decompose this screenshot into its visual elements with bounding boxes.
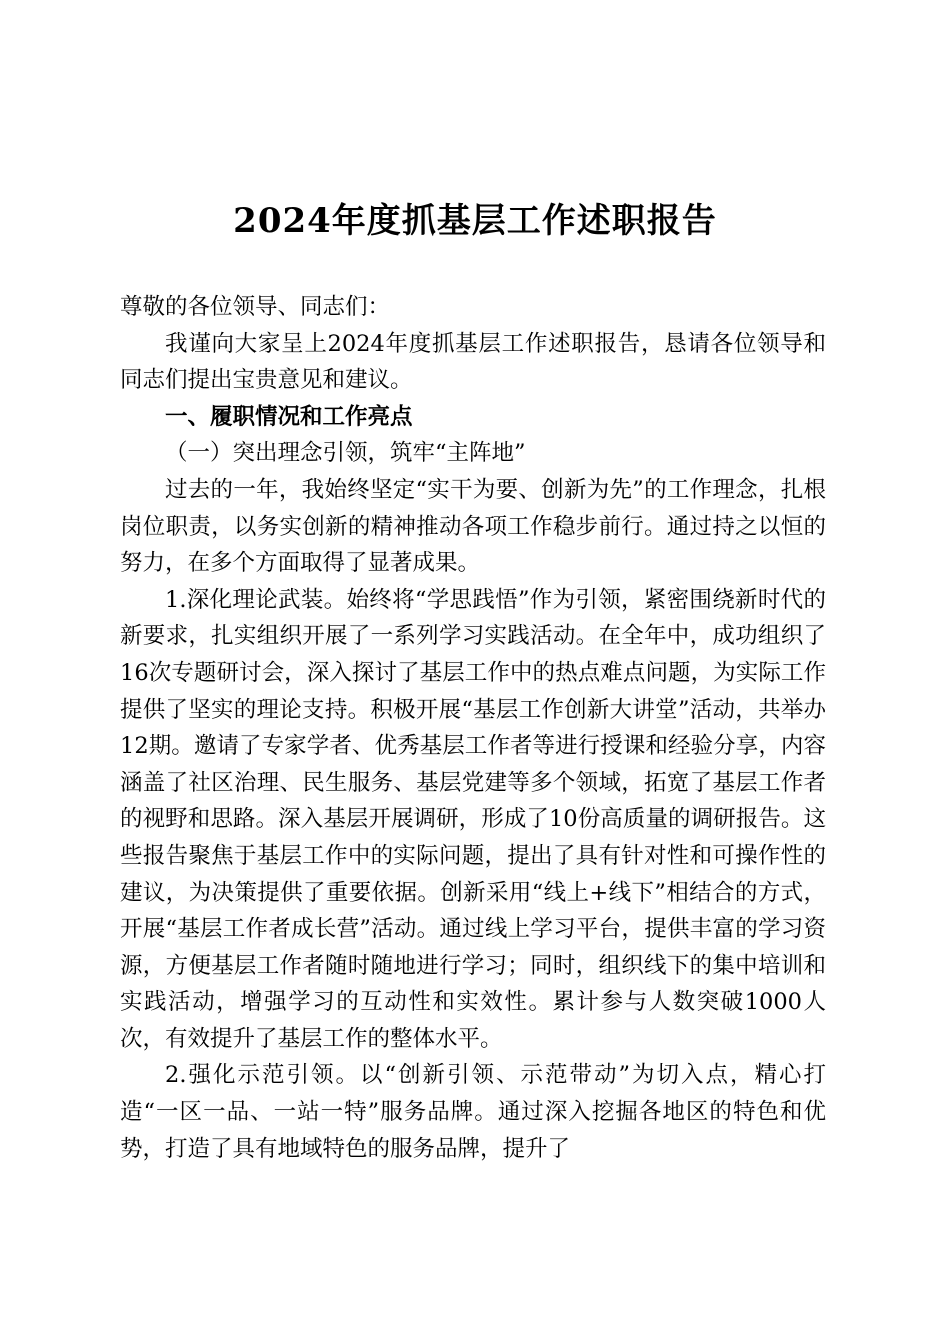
- body-paragraph: 1.深化理论武装。始终将“学思践悟”作为引领，紧密围绕新时代的新要求，扎实组织开展了一系列学习实践活动。在全年中，成功组织了16次专题研讨会，深入探讨了基层工作中的热点难点问题，为实际工作提供了坚实的理论支持。积极开展“基层工作创新大讲堂”活动，共举办12期。邀请了专家学者、优秀基层工作者等进行授课和经验分享，内容涵盖了社区治理、民生服务、基层党建等多个领域，拓宽了基层工作者的视野和思路。深入基层开展调研，形成了10份高质量的调研报告。这些报告聚焦于基层工作中的实际问题，提出了具有针对性和可操作性的建议，为决策提供了重要依据。创新采用“线上+线下”相结合的方式，开展“基层工作者成长营”活动。通过线上学习平台，提供丰富的学习资源，方便基层工作者随时随地进行学习；同时，组织线下的集中培训和实践活动，增强学习的互动性和实效性。累计参与人数突破1000人次，有效提升了基层工作的整体水平。: [120, 586, 826, 1052]
- document-title: 2024年度抓基层工作述职报告: [233, 201, 717, 241]
- intro-paragraph: 我谨向大家呈上2024年度抓基层工作述职报告，恳请各位领导和同志们提出宝贵意见和建议。: [120, 330, 826, 394]
- body-paragraph: 2.强化示范引领。以“创新引领、示范带动”为切入点，精心打造“一区一品、一站一特”服务品牌。通过深入挖掘各地区的特色和优势，打造了具有地域特色的服务品牌，提升了: [120, 1062, 826, 1162]
- subsection-heading: （一）突出理念引领，筑牢“主阵地”: [165, 440, 526, 467]
- body-paragraph: 过去的一年，我始终坚定“实干为要、创新为先”的工作理念，扎根岗位职责，以务实创新的精神推动各项工作稳步前行。通过持之以恒的努力，在多个方面取得了显著成果。: [120, 476, 826, 577]
- document-body: [120, 289, 826, 1167]
- section-heading: 一、履职情况和工作亮点: [165, 403, 413, 430]
- salutation: 尊敬的各位领导、同志们：: [120, 294, 391, 320]
